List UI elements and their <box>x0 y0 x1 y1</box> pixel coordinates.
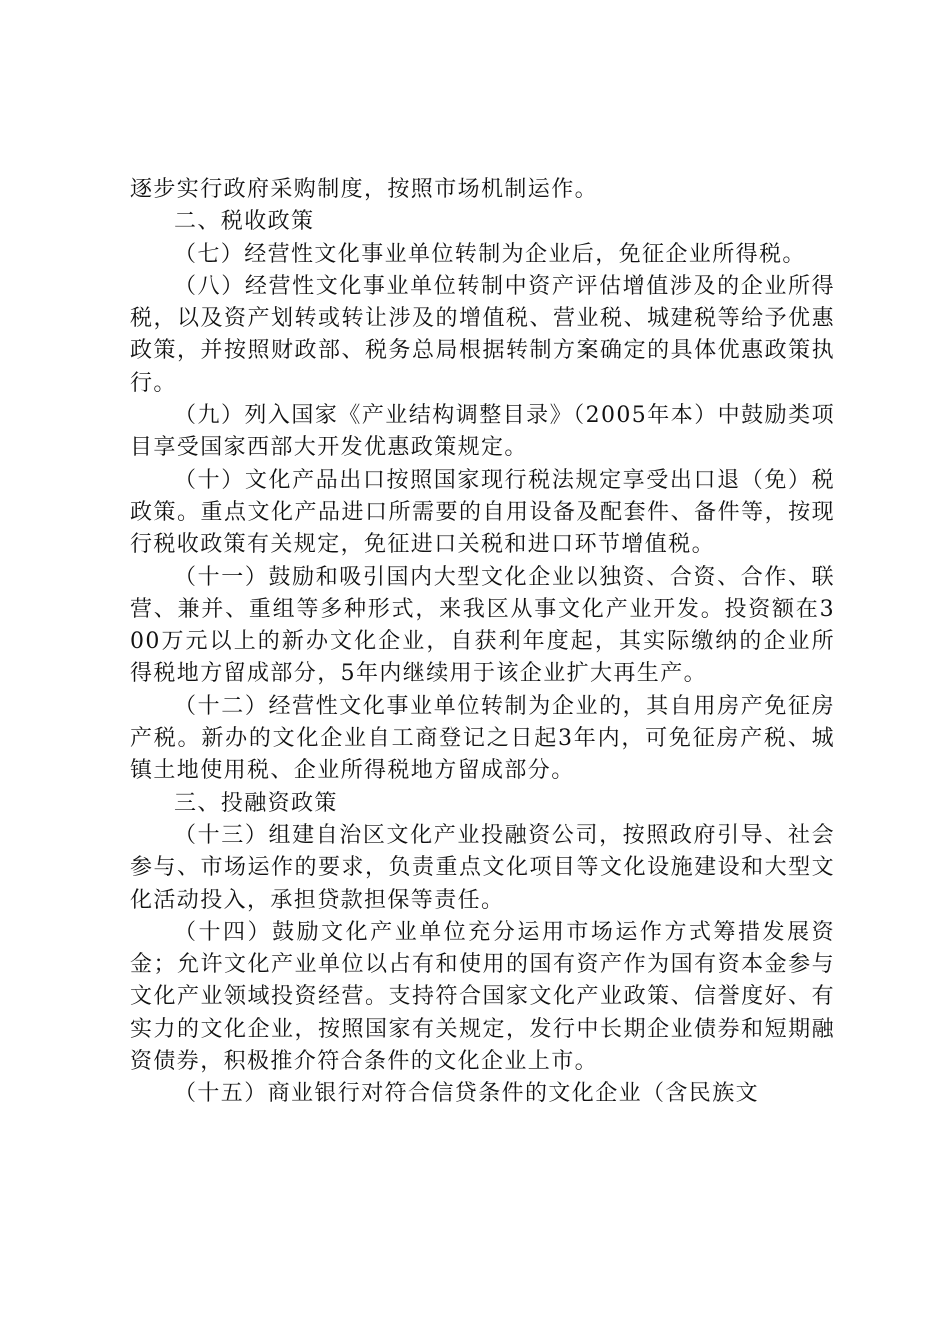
paragraph-14: （十四）鼓励文化产业单位充分运用市场运作方式筹措发展资金；允许文化产业单位以占有和使用的国有资产作为国有资本金参与文化产业领域投资经营。支持符合国家文化产业政策、信誉度好、有实力的文化企业，按照国家有关规定，发行中长期企业债券和短期融资债券，积极推介符合条件的文化企业上市。 <box>130 919 835 1075</box>
opening-line: 逐步实行政府采购制度，按照市场机制运作。 <box>130 177 599 202</box>
paragraph-7: （七）经营性文化事业单位转制为企业后，免征企业所得税。 <box>174 241 806 267</box>
paragraph-13: （十三）组建自治区文化产业投融资公司，按照政府引导、社会参与、市场运作的要求，负责重点文化项目等文化设施建设和大型文化活动投入，承担贷款担保等责任。 <box>130 822 835 913</box>
section-heading-investment-policy: 三、投融资政策 <box>174 790 338 816</box>
paragraph-9: （九）列入国家《产业结构调整目录》（2005年本）中鼓励类项目享受国家西部大开发优惠政策规定。 <box>130 403 835 461</box>
paragraph-8: （八）经营性文化事业单位转制中资产评估增值涉及的企业所得税，以及资产划转或转让涉及的增值税、营业税、城建税等给予优惠政策，并按照财政部、税务总局根据转制方案确定的具体优惠政策执行。 <box>130 273 835 396</box>
paragraph-11: （十一）鼓励和吸引国内大型文化企业以独资、合资、合作、联营、兼并、重组等多种形式，来我区从事文化产业开发。投资额在300万元以上的新办文化企业，自获利年度起，其实际缴纳的企业所得税地方留成部分，5年内继续用于该企业扩大再生产。 <box>130 564 835 687</box>
document-body <box>130 174 835 1111</box>
paragraph-10: （十）文化产品出口按照国家现行税法规定享受出口退（免）税政策。重点文化产品进口所需要的自用设备及配套件、备件等，按现行税收政策有关规定，免征进口关税和进口环节增值税。 <box>130 467 835 558</box>
section-heading-tax-policy: 二、税收政策 <box>174 209 315 235</box>
paragraph-12: （十二）经营性文化事业单位转制为企业的，其自用房产免征房产税。新办的文化企业自工商登记之日起3年内，可免征房产税、城镇土地使用税、企业所得税地方留成部分。 <box>130 693 835 784</box>
paragraph-15: （十五）商业银行对符合信贷条件的文化企业（含民族文 <box>174 1081 760 1107</box>
